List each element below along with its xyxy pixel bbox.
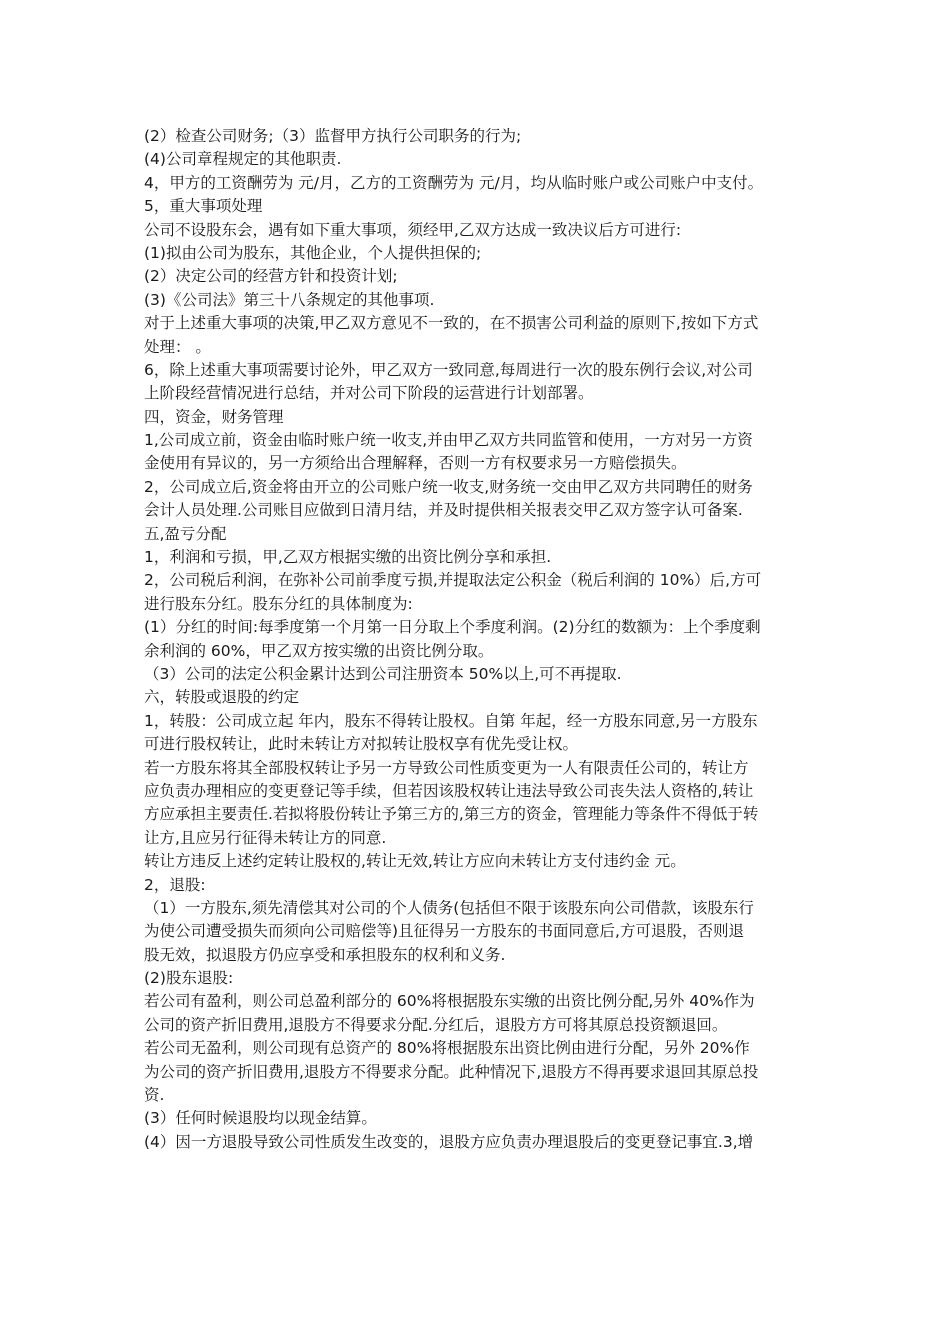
text-line: 转让方违反上述约定转让股权的,转让无效,转让方应向未转让方支付违约金 元。: [144, 852, 686, 871]
text-line: 2，退股:: [144, 875, 206, 894]
text-line: 为使公司遭受损失而须向公司赔偿等)且征得另一方股东的书面同意后,方可退股，否则退: [144, 922, 744, 941]
text-line: 上阶段经营情况进行总结，并对公司下阶段的运营进行计划部署。: [144, 384, 594, 403]
text-line: (3）任何时候退股均以现金结算。: [144, 1109, 377, 1128]
text-line: （3）公司的法定公积金累计达到公司注册资本 50%以上,可不再提取.: [144, 664, 622, 683]
text-line: 若一方股东将其全部股权转让予另一方导致公司性质变更为一人有限责任公司的，转让方: [144, 758, 749, 777]
text-line: 1,公司成立前，资金由临时账户统一收支,并由甲乙双方共同监管和使用，一方对另一方资: [144, 431, 753, 450]
text-line: 6，除上述重大事项需要讨论外，甲乙双方一致同意,每周进行一次的股东例行会议,对公司: [144, 360, 753, 379]
text-line: 会计人员处理.公司账目应做到日清月结，并及时提供相关报表交甲乙双方签字认可备案.: [144, 501, 743, 520]
text-line: 4，甲方的工资酬劳为 元/月，乙方的工资酬劳为 元/月，均从临时账户或公司账户中支付。: [144, 173, 764, 192]
document-page: [144, 125, 810, 1154]
section-heading: 5，重大事项处理: [144, 197, 263, 216]
text-line: （1）一方股东,须先清偿其对公司的个人债务(包括但不限于该股东向公司借款，该股东行: [144, 898, 754, 917]
text-line: (1）分红的时间:每季度第一个月第一日分取上个季度利润。(2)分红的数额为：上个季度剩: [144, 618, 761, 637]
text-line: 处理： 。: [144, 337, 211, 356]
text-line: 股无效，拟退股方仍应享受和承担股东的权利和义务.: [144, 945, 506, 964]
text-line: 金使用有异议的，另一方须给出合理解释，否则一方有权要求另一方赔偿损失。: [144, 454, 687, 473]
text-line: 资.: [144, 1086, 165, 1105]
text-line: 方应承担主要责任.若拟将股份转让予第三方的,第三方的资金，管理能力等条件不得低于转: [144, 805, 759, 824]
text-line: (2)股东退股:: [144, 969, 234, 988]
text-line: 1，转股：公司成立起 年内，股东不得转让股权。自第 年起，经一方股东同意,另一方股东: [144, 711, 758, 730]
text-line: (4）因一方退股导致公司性质发生改变的，退股方应负责办理退股后的变更登记事宜.3,增: [144, 1132, 754, 1151]
text-line: 公司的资产折旧费用,退股方不得要求分配.分红后，退股方方可将其原总投资额退回。: [144, 1015, 728, 1034]
text-line: (2）决定公司的经营方针和投资计划;: [144, 267, 398, 286]
section-heading: 四，资金，财务管理: [144, 407, 284, 426]
text-line: 2，公司成立后,资金将由开立的公司账户统一收支,财务统一交由甲乙双方共同聘任的财务: [144, 477, 753, 496]
text-line: 进行股东分红。股东分红的具体制度为:: [144, 594, 413, 613]
text-line: (1)拟由公司为股东，其他企业，个人提供担保的;: [144, 243, 482, 262]
text-line: 余利润的 60%，甲乙双方按实缴的出资比例分取。: [144, 641, 494, 660]
section-heading: 五,盈亏分配: [144, 524, 227, 543]
text-line: 可进行股权转让，此时未转让方对拟转让股权享有优先受让权。: [144, 735, 579, 754]
text-line: 1，利润和亏损，甲,乙双方根据实缴的出资比例分享和承担.: [144, 548, 552, 567]
text-line: 公司不设股东会，遇有如下重大事项，须经甲,乙双方达成一致决议后方可进行:: [144, 220, 682, 239]
text-line: 若公司无盈利，则公司现有总资产的 80%将根据股东出资比例由进行分配，另外 20%作: [144, 1039, 750, 1058]
text-line: (2）检查公司财务;（3）监督甲方执行公司职务的行为;: [144, 127, 522, 145]
text-line: 若公司有盈利，则公司总盈利部分的 60%将根据股东实缴的出资比例分配,另外 40%作为: [144, 992, 755, 1011]
section-heading: 六，转股或退股的约定: [144, 688, 300, 707]
text-line: 为公司的资产折旧费用,退股方不得要求分配。此种情况下,退股方不得再要求退回其原总投: [144, 1062, 759, 1081]
text-line: 让方,且应另行征得未转让方的同意.: [144, 828, 387, 847]
text-line: 应负责办理相应的变更登记等手续，但若因该股权转让违法导致公司丧失法人资格的,转让: [144, 781, 754, 800]
text-line: 2，公司税后利润，在弥补公司前季度亏损,并提取法定公积金（税后利润的 10%）后,方可: [144, 571, 762, 590]
text-line: (3)《公司法》第三十八条规定的其他事项.: [144, 290, 435, 309]
text-line: (4)公司章程规定的其他职责.: [144, 150, 342, 169]
text-line: 对于上述重大事项的决策,甲乙双方意见不一致的，在不损害公司利益的原则下,按如下方式: [144, 314, 759, 333]
